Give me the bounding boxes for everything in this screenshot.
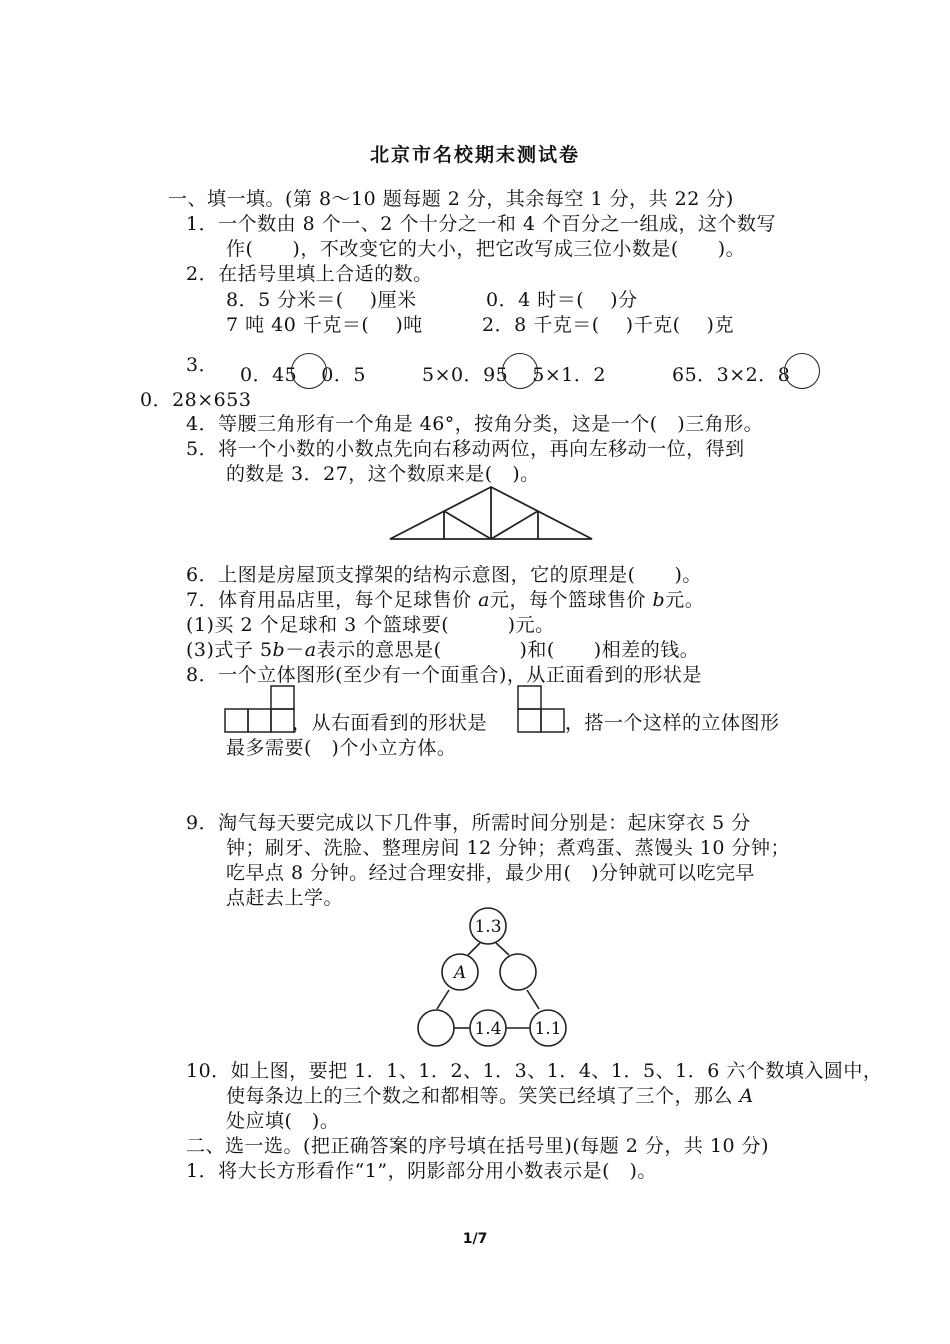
q3-a-right: 0．5 (321, 364, 366, 386)
triangle-edge (437, 990, 449, 1009)
front-view-cell (225, 709, 248, 732)
circle-left-mid-label: A (453, 963, 467, 983)
q7-sub3-var-a: a (304, 639, 317, 661)
circle-bottom-right-label: 1.1 (534, 1019, 562, 1039)
triangle-edge (527, 990, 539, 1009)
q2-item-b: 0．4 时＝( )分 (486, 289, 638, 311)
q7-text-b: 元，每个篮球售价 (489, 589, 653, 611)
q7-text-c: 元。 (665, 589, 705, 611)
right-view-cell (518, 686, 541, 709)
q7-var-b: b (652, 589, 666, 611)
q5-line2: 的数是 3．27，这个数原来是( )。 (226, 463, 540, 485)
q1-line1: 1．一个数由 8 个一、2 个十分之一和 4 个百分之一组成，这个数写 (186, 213, 777, 235)
q6-text: 6．上图是房屋顶支撑架的结构示意图，它的原理是( )。 (186, 564, 702, 586)
circle-top-label: 1.3 (474, 917, 502, 937)
q3-c-answer-circle[interactable] (784, 353, 820, 389)
q2-item-d: 2．8 千克＝( )千克( )克 (482, 314, 734, 336)
triangle-edge (468, 943, 480, 955)
number-triangle-figure (412, 906, 572, 1046)
triangle-edge (496, 943, 509, 955)
right-view-cell (518, 709, 541, 732)
q1-line2: 作( )，不改变它的大小，把它改写成三位小数是( )。 (226, 238, 746, 260)
q7-text-a: 7．体育用品店里，每个足球售价 (186, 589, 479, 611)
q9-line4: 点赶去上学。 (226, 887, 344, 909)
q9-line1: 9．淘气每天要完成以下几件事，所需时间分别是：起床穿衣 5 分 (186, 812, 751, 834)
q2-line1: 2．在括号里填上合适的数。 (186, 263, 433, 285)
q7-sub1: (1)买 2 个足球和 3 个篮球要( )元。 (186, 614, 555, 636)
q7-sub3 (186, 638, 699, 662)
q8-right-view-figure (517, 685, 567, 733)
q3-c-right: 0．28×653 (140, 389, 252, 411)
q3-a-left: 0．45 (240, 364, 298, 386)
q7-sub3-var-b: b (272, 639, 286, 661)
truss-left-brace (444, 511, 491, 539)
page-title: 北京市名校期末测试卷 (369, 144, 580, 166)
q10-line2-text: 使每条边上的三个数之和都相等。笑笑已经填了三个，那么 (226, 1085, 740, 1107)
q3-b-right: 5×1．2 (532, 364, 606, 386)
q4-text: 4．等腰三角形有一个角是 46°，按角分类，这是一个( )三角形。 (186, 413, 764, 435)
q8-line3: 最多需要( )个小立方体。 (226, 737, 457, 759)
q7-var-a: a (478, 589, 490, 611)
front-view-cell (271, 686, 294, 709)
q10-line1: 10．如上图，要把 1．1、1．2、1．3、1．4、1．5、1．6 六个数填入圆中， (186, 1060, 883, 1082)
q7-line1 (186, 588, 704, 612)
q10-line2 (226, 1084, 754, 1108)
q3-c-left: 65．3×2．8 (672, 364, 791, 386)
q3-number: 3． (186, 354, 219, 376)
q2-item-a: 8．5 分米＝( )厘米 (226, 289, 417, 311)
q3-compare-c (672, 353, 814, 389)
q9-line3: 吃早点 8 分钟。经过合理安排，最少用( )分钟就可以吃完早 (226, 862, 755, 884)
section1-header: 一、填一填。(第 8～10 题每题 2 分，其余每空 1 分，共 22 分) (168, 188, 734, 210)
q3-compare-b (422, 353, 606, 389)
q2-item-c: 7 吨 40 千克＝( )吨 (226, 314, 423, 336)
page-total: 7 (477, 1231, 488, 1247)
roof-truss-figure (388, 484, 594, 542)
section2-q1: 1．将大长方形看作“1”，阴影部分用小数表示是( )。 (186, 1160, 657, 1182)
circle-bottom-left (418, 1010, 454, 1046)
q8-line2-a: ，从右面看到的形状是 (292, 712, 488, 734)
q9-line2: 钟；刷牙、洗脸、整理房间 12 分钟；煮鸡蛋、蒸馒头 10 分钟； (226, 837, 791, 859)
right-view-cell (541, 709, 564, 732)
q8-line2-b: ，搭一个这样的立体图形 (565, 712, 780, 734)
front-view-cell (248, 709, 271, 732)
page-footer: 1/7 (462, 1231, 488, 1247)
q10-var-a: A (739, 1085, 754, 1107)
section2-header: 二、选一选。(把正确答案的序号填在括号里)(每题 2 分，共 10 分) (186, 1135, 770, 1157)
truss-right-brace (491, 511, 538, 539)
q5-line1: 5．将一个小数的小数点先向右移动两位，再向左移动一位，得到 (186, 438, 745, 460)
circle-bottom-mid-label: 1.4 (474, 1019, 502, 1039)
q10-line3: 处应填( )。 (226, 1110, 340, 1132)
q3-compare-a (240, 353, 366, 389)
page-current: 1 (462, 1231, 473, 1247)
q8-front-view-figure (224, 685, 296, 733)
q3-b-left: 5×0．95 (422, 364, 509, 386)
q8-line1: 8．一个立体图形(至少有一个面重合)，从正面看到的形状是 (186, 664, 702, 686)
q7-sub3-text-e: 表示的意思是( )和( )相差的钱。 (316, 639, 700, 661)
q7-sub3-text-a: (3)式子 5 (186, 639, 273, 661)
q7-sub3-minus: － (285, 639, 305, 661)
circle-right-mid (500, 954, 536, 990)
front-view-cell (271, 709, 294, 732)
